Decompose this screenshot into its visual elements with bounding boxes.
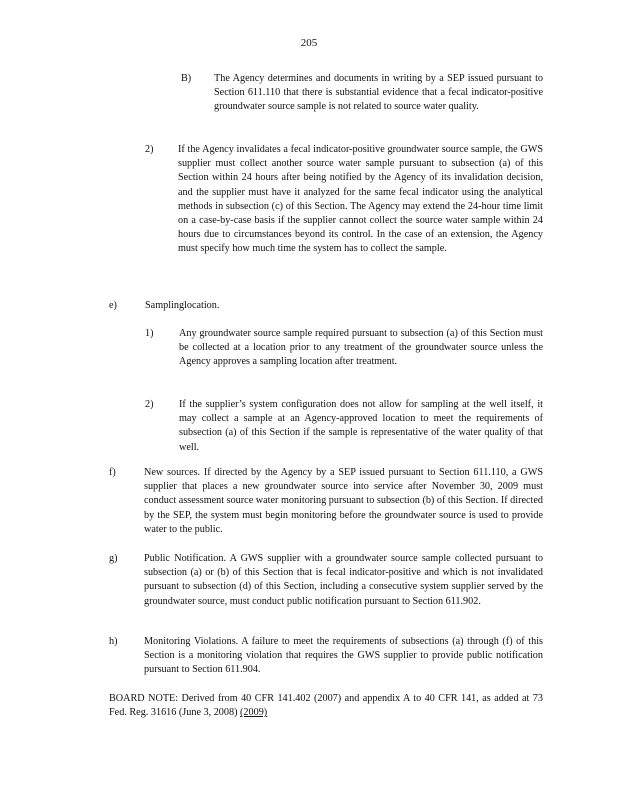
item-e [109, 299, 543, 313]
item-h [109, 635, 543, 678]
item-label: e) [109, 300, 117, 311]
item-text: New sources. If directed by the Agency by a SEP issued pursuant to Section 611.110, a GWS supplier that places a new groundwater source into service after November 30, 2009 must conduct assessment source water monitoring pursuant to subsection (b) of this Section. If directed by the SEP, the system must begin monitoring before the groundwater source is used to provide water to the public. [144, 467, 543, 535]
item-f [109, 466, 543, 537]
board-note-amendment: (2009) [240, 707, 268, 719]
item-label: 2) [145, 144, 154, 155]
item-e-2 [145, 398, 543, 455]
item-text: If the supplier’s system configuration does not allow for sampling at the well itself, it may collect a sample at an Agency-approved location to meet the requirements of subsection (a) of this Section if the sample is representative of the water quality of that well. [179, 399, 543, 453]
item-label: h) [109, 636, 118, 647]
item-label: g) [109, 553, 118, 564]
item-2 [145, 143, 543, 257]
item-text: Any groundwater source sample required pursuant to subsection (a) of this Section must be collected at a location prior to any treatment of the groundwater source unless the Agency approves a sampling location after treatment. [179, 328, 543, 368]
item-text: Public Notification. A GWS supplier with a groundwater source sample collected pursuant to subsection (a) or (b) of this Section that is fecal indicator-positive and which is not invalidated pursuant to subsection (d) of this Section, including a consecutive system supplier served by the groundwater source, must conduct public notification pursuant to Section 611.902. [144, 553, 543, 607]
item-e-1 [145, 327, 543, 370]
item-label: f) [109, 467, 116, 478]
item-label: B) [181, 73, 192, 84]
item-text: Monitoring Violations. A failure to meet the requirements of subsections (a) through (f) of this Section is a monitoring violation that requires the GWS supplier to provide public notification pursuant to Section 611.904. [144, 636, 543, 676]
item-label: 1) [145, 328, 154, 339]
item-text: Samplinglocation. [145, 300, 220, 311]
item-text: If the Agency invalidates a fecal indicator-positive groundwater source sample, the GWS supplier must collect another source water sample pursuant to subsection (a) of this Section within 24 hours after being notified by the Agency of its invalidation decision, and the supplier must have it analyzed for the same fecal indicator using the analytical methods in subsection (c) of this Section. The Agency may extend the 24-hour time limit on a case-by-case basis if the supplier cannot collect the source water sample within 24 hours due to circumstances beyond its control. In the case of an extension, the Agency must specify how much time the system has to collect the sample. [178, 144, 543, 255]
board-note-text [109, 692, 543, 720]
item-g [109, 552, 543, 609]
board-note-body: BOARD NOTE: Derived from 40 CFR 141.402 (2007) and appendix A to 40 CFR 141, as added at 73 Fed. Reg. 31616 (June 3, 2008) [109, 693, 543, 719]
item-B [181, 72, 543, 115]
item-label: 2) [145, 399, 154, 410]
page-number: 205 [300, 37, 318, 49]
board-note [109, 692, 543, 720]
item-text: The Agency determines and documents in writing by a SEP issued pursuant to Section 611.110 that there is substantial evidence that a fecal indicator-positive groundwater source sample is not related to source water quality. [214, 73, 543, 113]
